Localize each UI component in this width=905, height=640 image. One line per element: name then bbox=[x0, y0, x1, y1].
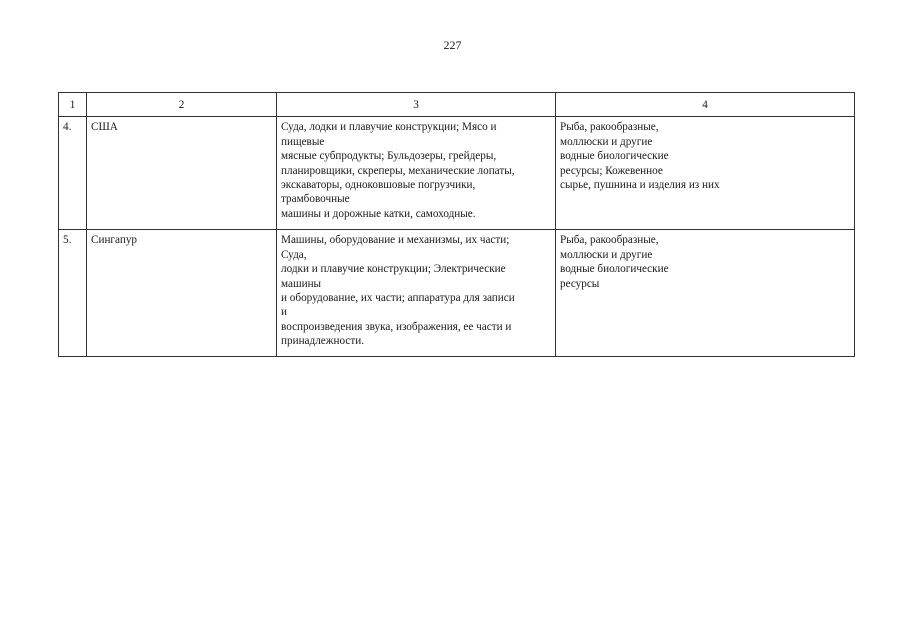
imports-line: Суда, лодки и плавучие конструкции; Мясо и bbox=[281, 121, 497, 134]
exports-line: сырье, пушнина и изделия из них bbox=[560, 179, 720, 192]
page-number: 227 bbox=[443, 38, 462, 52]
table-row bbox=[59, 117, 855, 230]
table-row bbox=[59, 230, 855, 357]
column-header-1: 1 bbox=[59, 93, 87, 117]
exports-line: Рыба, ракообразные, bbox=[560, 121, 659, 134]
exports-line: водные биологические bbox=[560, 263, 669, 276]
imports-line: принадлежности. bbox=[281, 335, 364, 348]
table-header-row bbox=[59, 93, 855, 117]
column-header-2: 2 bbox=[87, 93, 277, 117]
imports-line: трамбовочные bbox=[281, 193, 350, 206]
imports-line: Машины, оборудование и механизмы, их части; bbox=[281, 234, 510, 247]
column-header-3: 3 bbox=[277, 93, 556, 117]
imports-line: лодки и плавучие конструкции; Электрические bbox=[281, 263, 506, 276]
imports-line: воспроизведения звука, изображения, ее части и bbox=[281, 320, 512, 333]
exports-line: моллюски и другие bbox=[560, 135, 653, 148]
imports-line: пищевые bbox=[281, 135, 325, 148]
exports-line: водные биологические bbox=[560, 150, 669, 163]
imports-cell bbox=[277, 117, 556, 230]
country-cell: Сингапур bbox=[87, 230, 277, 357]
exports-line: Рыба, ракообразные, bbox=[560, 234, 659, 247]
imports-line: планировщики, скреперы, механические лопаты, bbox=[281, 164, 515, 177]
exports-line: моллюски и другие bbox=[560, 248, 653, 261]
imports-line: машины и дорожные катки, самоходные. bbox=[281, 207, 476, 220]
imports-line: мясные субпродукты; Бульдозеры, грейдеры, bbox=[281, 150, 497, 163]
imports-line: и оборудование, их части; аппаратура для записи bbox=[281, 292, 515, 305]
exports-cell bbox=[556, 230, 855, 357]
imports-cell bbox=[277, 230, 556, 357]
exports-line: ресурсы bbox=[560, 277, 600, 290]
imports-line: экскаваторы, одноковшовые погрузчики, bbox=[281, 179, 476, 192]
trade-table bbox=[58, 92, 855, 357]
exports-cell bbox=[556, 117, 855, 230]
column-header-4: 4 bbox=[556, 93, 855, 117]
country-cell: США bbox=[87, 117, 277, 230]
imports-line: и bbox=[281, 306, 287, 319]
row-number: 5. bbox=[59, 230, 87, 357]
imports-line: машины bbox=[281, 277, 322, 290]
row-number: 4. bbox=[59, 117, 87, 230]
imports-line: Суда, bbox=[281, 248, 307, 261]
exports-line: ресурсы; Кожевенное bbox=[560, 164, 663, 177]
